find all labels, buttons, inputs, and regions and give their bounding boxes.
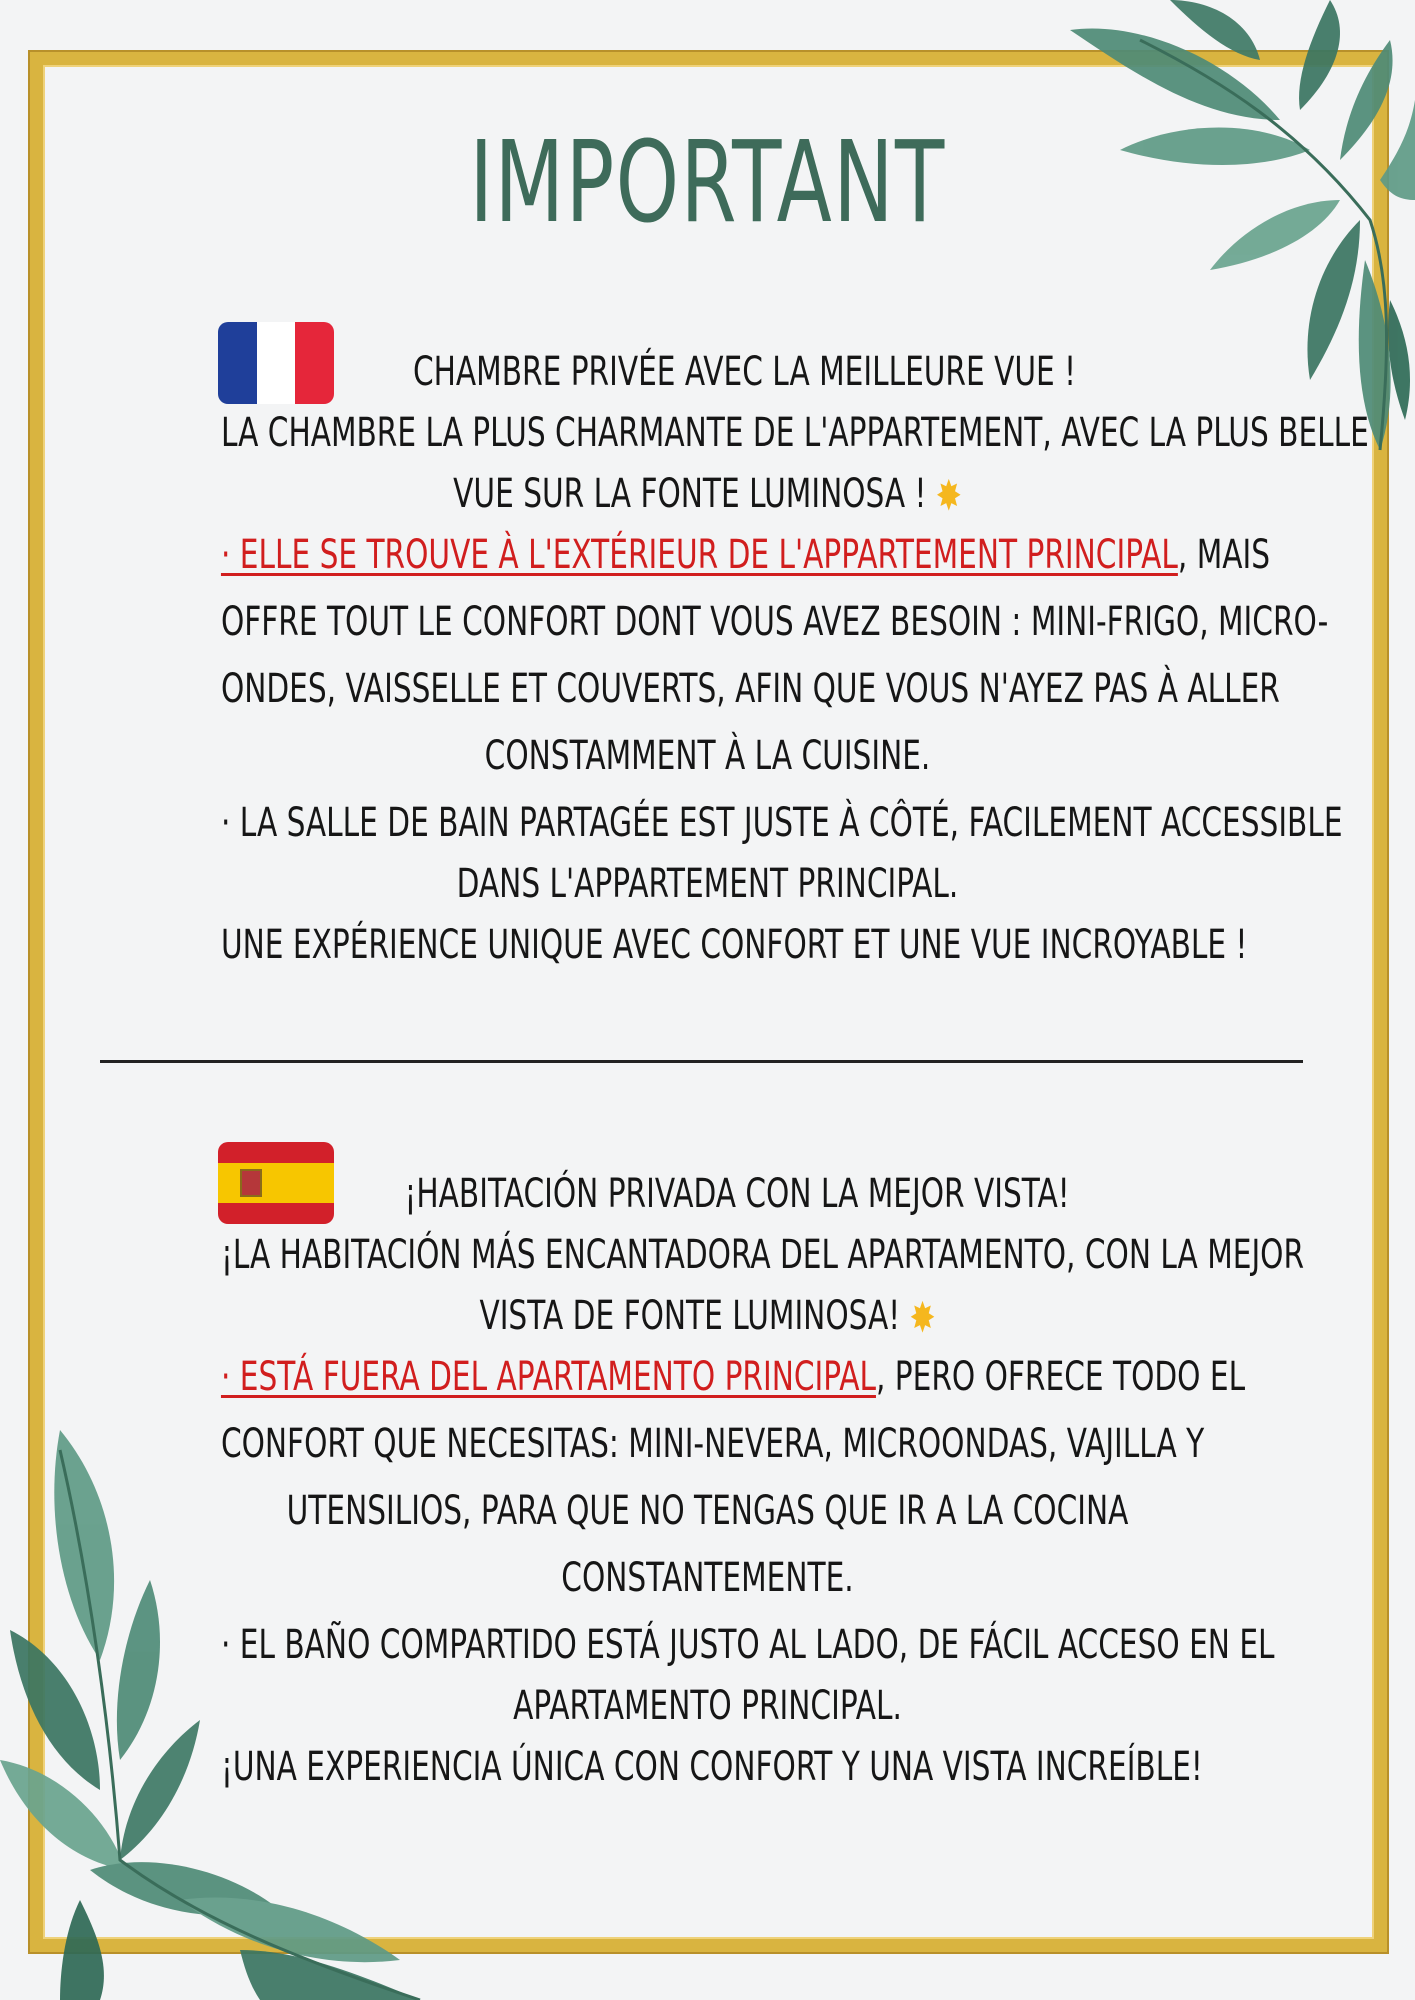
french-intro-line: LA CHAMBRE LA PLUS CHARMANTE DE L'APPARTEMENT, AVEC LA PLUS BELLE [220, 410, 1369, 456]
spanish-highlight-text: · ESTÁ FUERA DEL APARTAMENTO PRINCIPAL [220, 1354, 876, 1400]
spanish-bullet-line: APARTAMENTO PRINCIPAL. [513, 1683, 902, 1729]
french-intro-text: VUE SUR LA FONTE LUMINOSA ! [453, 471, 927, 517]
spanish-bullet-line: UTENSILIOS, PARA QUE NO TENGAS QUE IR A LA COCINA [286, 1488, 1129, 1534]
french-bullet-line: · LA SALLE DE BAIN PARTAGÉE EST JUSTE À CÔTÉ, FACILEMENT ACCESSIBLE [220, 800, 1343, 846]
spanish-bullet-text: , PERO OFRECE TODO EL [875, 1354, 1246, 1400]
spanish-section [50, 1171, 1365, 1790]
french-bullet-line: CONSTAMMENT À LA CUISINE. [484, 733, 931, 779]
spanish-bullet-line: CONFORT QUE NECESITAS: MINI-NEVERA, MICROONDAS, VAJILLA Y [220, 1421, 1205, 1467]
french-bullet-line: ONDES, VAISSELLE ET COUVERTS, AFIN QUE VOUS N'AYEZ PAS À ALLER [220, 666, 1280, 712]
spanish-intro-line: ¡LA HABITACIÓN MÁS ENCANTADORA DEL APARTAMENTO, CON LA MEJOR [220, 1232, 1305, 1278]
page-title: IMPORTANT [469, 118, 946, 248]
french-closing: UNE EXPÉRIENCE UNIQUE AVEC CONFORT ET UNE VUE INCROYABLE ! [220, 922, 1248, 968]
spanish-bullet-line: CONSTANTEMENTE. [561, 1555, 854, 1601]
french-section [50, 349, 1369, 968]
french-highlight-text: · ELLE SE TROUVE À L'EXTÉRIEUR DE L'APPARTEMENT PRINCIPAL [220, 532, 1178, 578]
spanish-bullet-line: · EL BAÑO COMPARTIDO ESTÁ JUSTO AL LADO, DE FÁCIL ACCESO EN EL [220, 1622, 1275, 1668]
spanish-closing: ¡UNA EXPERIENCIA ÚNICA CON CONFORT Y UNA VISTA INCREÍBLE! [220, 1744, 1203, 1790]
french-bullet-line [220, 532, 1271, 578]
french-headline: CHAMBRE PRIVÉE AVEC LA MEILLEURE VUE ! [412, 349, 1077, 395]
spanish-bullet-line [220, 1354, 1246, 1400]
french-bullet-line: DANS L'APPARTEMENT PRINCIPAL. [456, 861, 959, 907]
star-icon: ✸ [909, 1293, 936, 1342]
french-bullet-line: OFFRE TOUT LE CONFORT DONT VOUS AVEZ BESOIN : MINI-FRIGO, MICRO- [220, 599, 1329, 645]
section-divider [100, 1060, 1303, 1063]
star-icon: ✸ [935, 471, 962, 520]
spanish-headline: ¡HABITACIÓN PRIVADA CON LA MEJOR VISTA! [404, 1171, 1070, 1217]
french-intro-line [221, 471, 1194, 520]
spanish-intro-text: VISTA DE FONTE LUMINOSA! [479, 1293, 901, 1339]
spanish-intro-line [221, 1293, 1194, 1342]
french-bullet-text: , MAIS [1177, 532, 1271, 578]
